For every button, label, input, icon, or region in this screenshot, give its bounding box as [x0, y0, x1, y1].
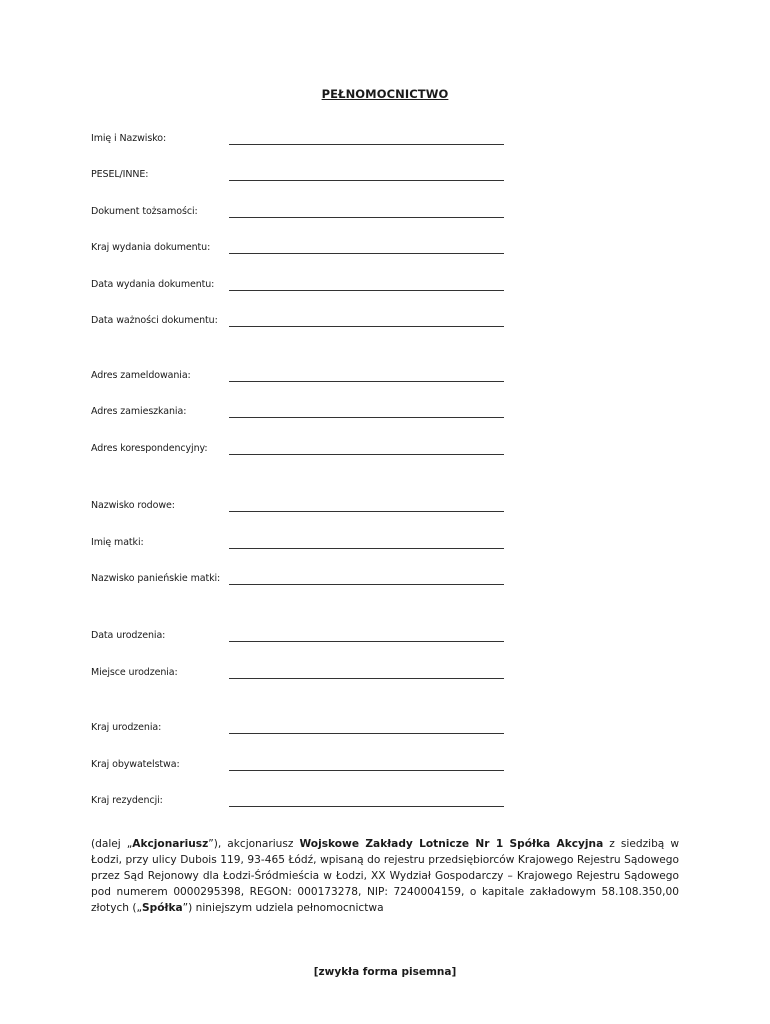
field-label: Imię matki:	[91, 537, 144, 548]
fill-in-line[interactable]	[229, 770, 504, 771]
paragraph-text: (dalej „	[91, 838, 133, 850]
fill-in-line[interactable]	[229, 253, 504, 254]
field-label: Dokument tożsamości:	[91, 206, 198, 217]
field-birth-country	[91, 718, 511, 736]
fill-in-line[interactable]	[229, 806, 504, 807]
field-expiry-date	[91, 311, 511, 329]
field-registered-address	[91, 366, 511, 384]
field-label: Data wydania dokumentu:	[91, 279, 215, 290]
fill-in-line[interactable]	[229, 326, 504, 327]
form-type-note: [zwykła forma pisemna]	[313, 966, 457, 978]
field-residence-country	[91, 791, 511, 809]
fill-in-line[interactable]	[229, 733, 504, 734]
paragraph-text: z siedzibą w Łodzi, przy ulicy Dubois 119, 93-465 Łódź, wpisaną do rejestru przedsiębiorców Krajowego Rejestru Sądowego przez Sąd Rejonowy dla Łodzi-Śródmieścia w Łodzi, XX Wydział Gospodarczy – Krajowego Rejestru Sądowego pod numerem 0000295398, REGON: 000173278, NIP: 7240004159, o kapitale zakładowym 58.108.350,00 złotych („	[91, 838, 679, 914]
paragraph-bold-company: Spółka	[142, 902, 183, 914]
paragraph-text: ”), akcjonariusz	[208, 838, 300, 850]
field-label: Nazwisko panieńskie matki:	[91, 573, 221, 584]
field-correspondence-address	[91, 439, 511, 457]
fill-in-line[interactable]	[229, 417, 504, 418]
fill-in-line[interactable]	[229, 381, 504, 382]
fill-in-line[interactable]	[229, 180, 504, 181]
field-pesel	[91, 165, 511, 183]
field-family-name	[91, 496, 511, 514]
field-label: Miejsce urodzenia:	[91, 667, 178, 678]
field-label: Data urodzenia:	[91, 630, 166, 641]
field-label: Kraj rezydencji:	[91, 795, 163, 806]
field-mother-name	[91, 533, 511, 551]
field-label: Kraj urodzenia:	[91, 722, 162, 733]
field-issuing-country	[91, 238, 511, 256]
field-residence-address	[91, 402, 511, 420]
fill-in-line[interactable]	[229, 678, 504, 679]
fill-in-line[interactable]	[229, 454, 504, 455]
fill-in-line[interactable]	[229, 511, 504, 512]
fill-in-line[interactable]	[229, 144, 504, 145]
paragraph-text: ”) niniejszym udziela pełnomocnictwa	[182, 902, 384, 914]
field-full-name	[91, 129, 511, 147]
paragraph-bold-shareholder: Akcjonariusz	[132, 838, 209, 850]
field-label: Kraj wydania dokumentu:	[91, 242, 211, 253]
field-birth-place	[91, 663, 511, 681]
field-id-document	[91, 202, 511, 220]
authorization-paragraph	[91, 836, 679, 916]
field-citizenship-country	[91, 755, 511, 773]
fill-in-line[interactable]	[229, 217, 504, 218]
fill-in-line[interactable]	[229, 641, 504, 642]
field-label: Nazwisko rodowe:	[91, 500, 175, 511]
field-label: Kraj obywatelstwa:	[91, 759, 180, 770]
paragraph-bold-company-name: Wojskowe Zakłady Lotnicze Nr 1 Spółka Akcyjna	[299, 838, 604, 850]
document-title: PEŁNOMOCNICTWO	[321, 87, 449, 101]
fill-in-line[interactable]	[229, 548, 504, 549]
field-label: Adres korespondencyjny:	[91, 443, 208, 454]
field-birth-date	[91, 626, 511, 644]
field-issue-date	[91, 275, 511, 293]
field-label: Adres zamieszkania:	[91, 406, 187, 417]
field-mother-maiden-name	[91, 569, 511, 587]
fill-in-line[interactable]	[229, 584, 504, 585]
field-label: Adres zameldowania:	[91, 370, 191, 381]
field-label: Data ważności dokumentu:	[91, 315, 218, 326]
field-label: Imię i Nazwisko:	[91, 133, 167, 144]
field-label: PESEL/INNE:	[91, 169, 149, 180]
fill-in-line[interactable]	[229, 290, 504, 291]
